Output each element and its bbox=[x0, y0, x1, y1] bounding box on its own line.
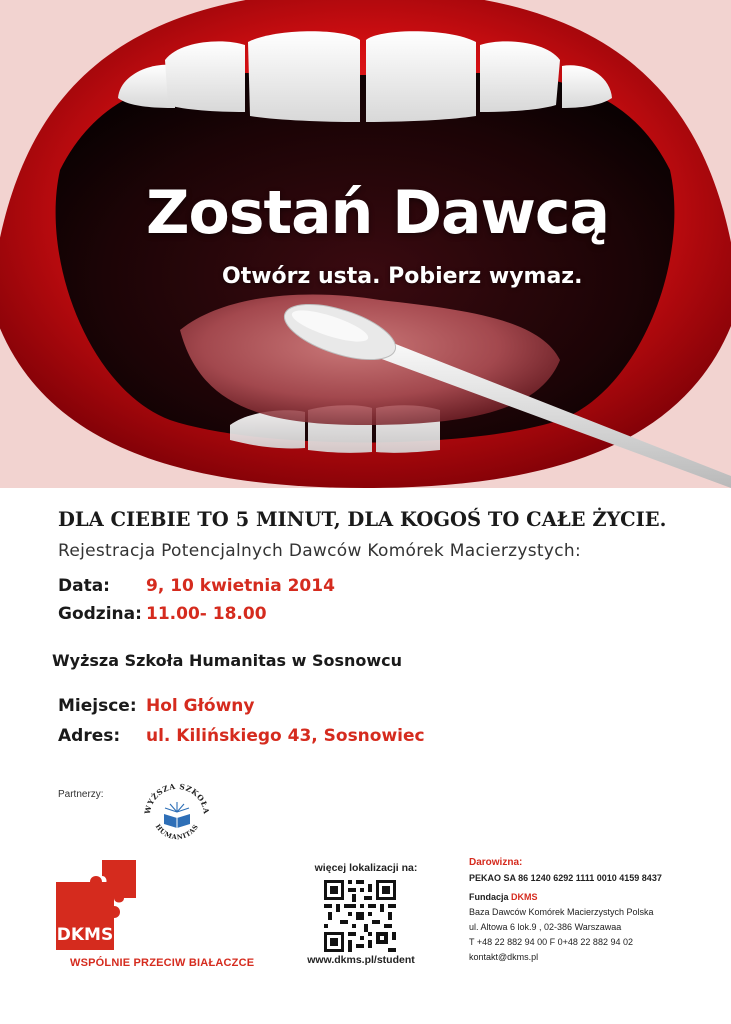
address-label: Adres: bbox=[58, 726, 121, 746]
org-street: ul. Altowa 6 lok.9 , 02-386 Warszawaa bbox=[469, 922, 622, 932]
foundation-prefix: Fundacja bbox=[469, 892, 512, 902]
foundation-line bbox=[469, 891, 719, 904]
foundation-name: DKMS bbox=[511, 892, 538, 902]
registration-subline: Rejestracja Potencjalnych Dawców Komórek Macierzystych: bbox=[58, 541, 581, 561]
dkms-logo bbox=[54, 858, 140, 954]
humanitas-logo-bottom-text: HUMANITAS bbox=[153, 822, 201, 842]
org-name: Baza Dawców Komórek Macierzystych Polska bbox=[469, 907, 654, 917]
hero-subtitle: Otwórz usta. Pobierz wymaz. bbox=[222, 264, 583, 289]
org-phone: T +48 22 882 94 00 F 0+48 22 882 94 02 bbox=[469, 937, 633, 947]
more-locations-label: więcej lokalizacji na: bbox=[314, 862, 418, 874]
date-value: 9, 10 kwietnia 2014 bbox=[146, 576, 335, 596]
org-email[interactable]: kontakt@dkms.pl bbox=[469, 952, 539, 962]
dkms-tagline: WSPÓLNIE PRZECIW BIAŁACZCE bbox=[70, 957, 255, 969]
date-label: Data: bbox=[58, 576, 110, 596]
donation-info bbox=[469, 856, 719, 964]
donation-label: Darowizna: bbox=[469, 857, 523, 868]
time-label: Godzina: bbox=[58, 604, 142, 624]
dkms-student-url[interactable]: www.dkms.pl/student bbox=[307, 954, 415, 966]
place-value: Hol Główny bbox=[146, 696, 255, 716]
hero-title: Zostań Dawcą bbox=[146, 178, 609, 248]
headline: DLA CIEBIE TO 5 MINUT, DLA KOGOŚ TO CAŁE ŻYCIE. bbox=[58, 508, 667, 531]
place-label: Miejsce: bbox=[58, 696, 137, 716]
humanitas-logo bbox=[142, 782, 212, 844]
address-value: ul. Kilińskiego 43, Sosnowiec bbox=[146, 726, 425, 746]
venue-name: Wyższa Szkoła Humanitas w Sosnowcu bbox=[52, 651, 403, 670]
sunburst-icon bbox=[165, 802, 189, 812]
qr-code[interactable] bbox=[324, 880, 396, 952]
bank-account: PEKAO SA 86 1240 6292 1111 0010 4159 8437 bbox=[469, 873, 662, 883]
dkms-logo-text: DKMS bbox=[56, 925, 114, 945]
humanitas-logo-top-text: WYŻSZA SZKOŁA bbox=[142, 782, 212, 815]
partners-label: Partnerzy: bbox=[58, 789, 104, 800]
hero-image bbox=[0, 0, 731, 488]
time-value: 11.00- 18.00 bbox=[146, 604, 267, 624]
